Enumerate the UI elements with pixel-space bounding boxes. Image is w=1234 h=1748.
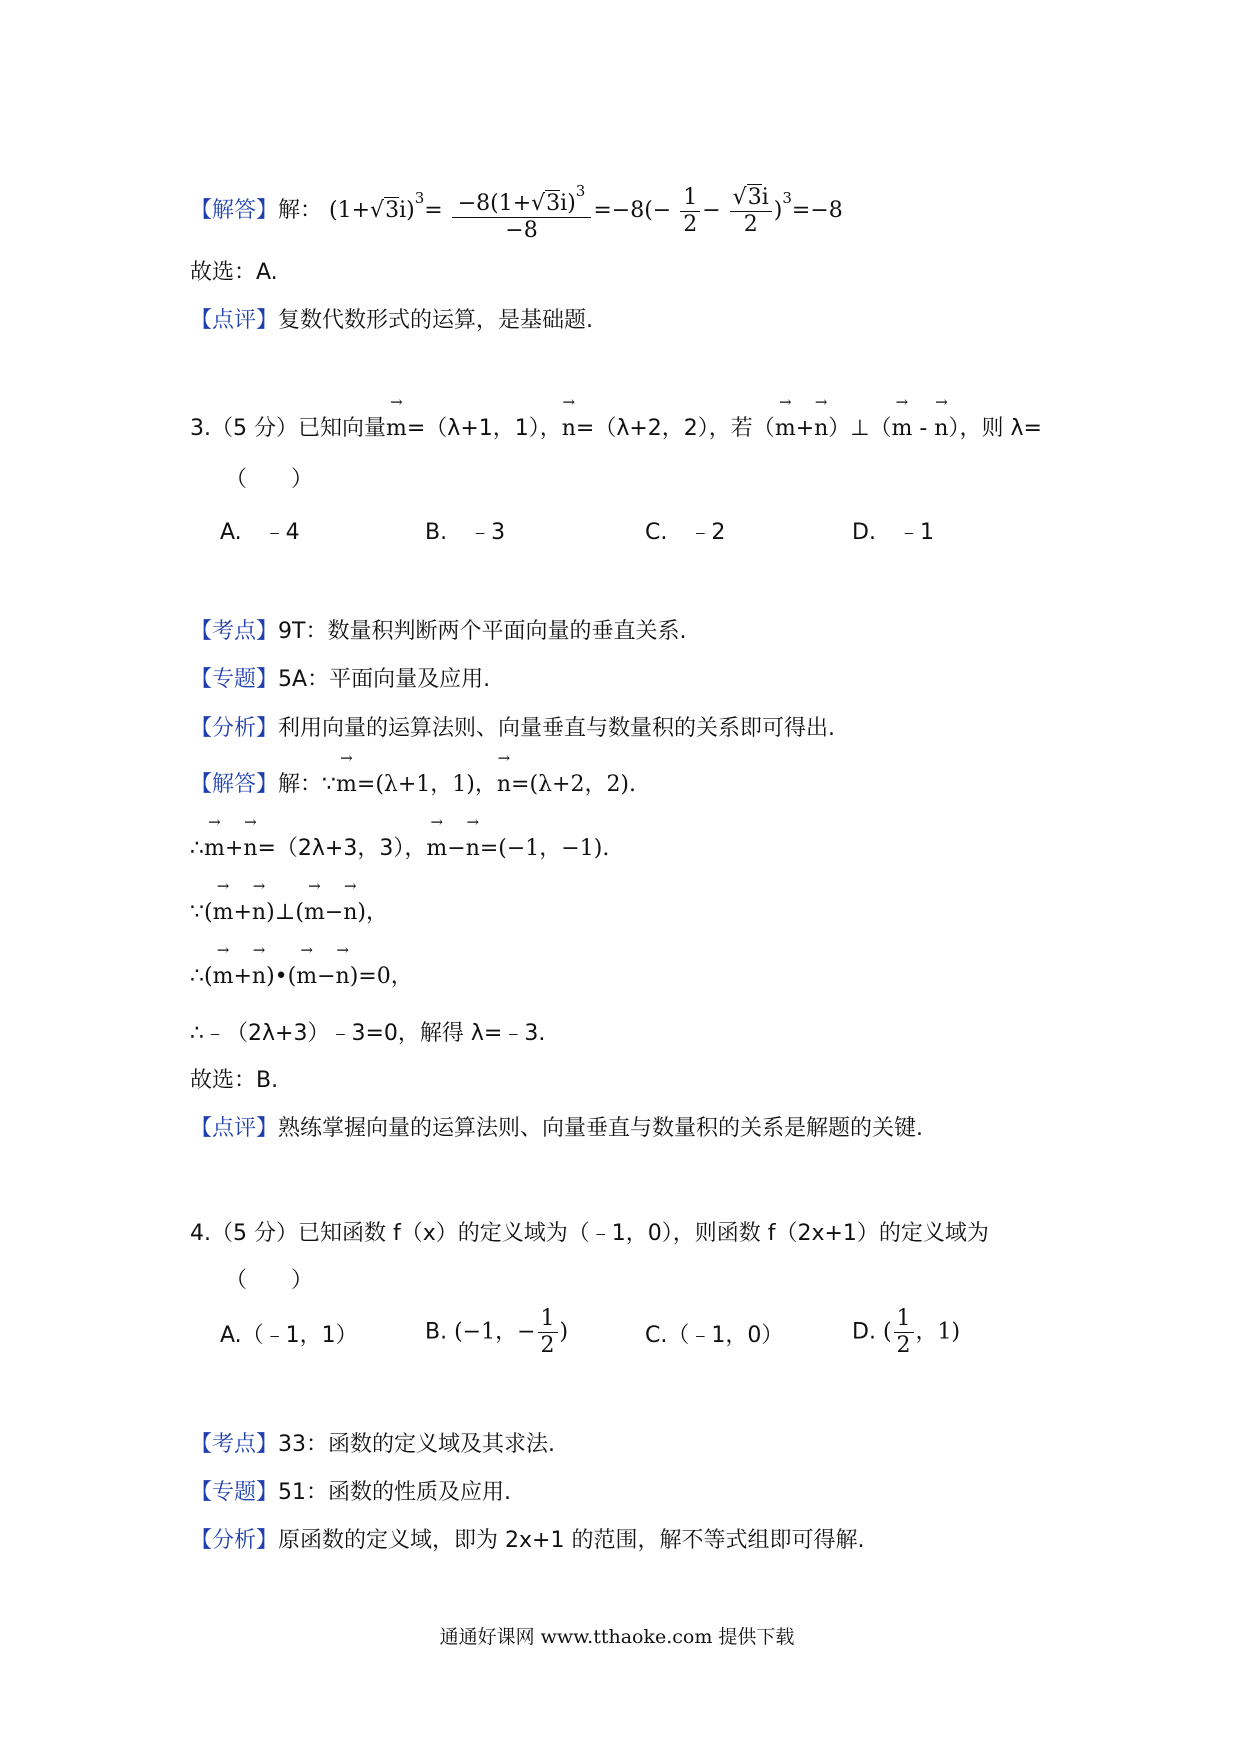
answer-tag: 【解答】 xyxy=(190,198,279,223)
comment-tag: 【点评】 xyxy=(190,308,279,333)
comment-text: 熟练掌握向量的运算法则、向量垂直与数量积的关系是解题的关键. xyxy=(278,1116,924,1141)
q3-answer-paren: （ ） xyxy=(225,467,314,492)
exponent: 3 xyxy=(575,182,586,200)
expr-part: i) xyxy=(399,198,415,223)
vector-n: → n xyxy=(814,412,828,446)
expr-part: i) xyxy=(560,191,576,216)
solution-part: )=0， xyxy=(349,964,413,989)
solution-part: − xyxy=(317,964,336,989)
solution-part: )， xyxy=(357,900,389,925)
option-label: A. xyxy=(220,520,242,545)
fraction xyxy=(680,185,700,238)
equals-sign: = xyxy=(424,198,443,223)
solution-part: + xyxy=(233,900,252,925)
vector-n: → n xyxy=(252,896,266,930)
q3-solution-line-2 xyxy=(190,832,1084,866)
q2-choice-line: 故选：A. xyxy=(190,260,278,285)
expr-part: =−8(− xyxy=(593,198,672,223)
comment-text: 复数代数形式的运算，是基础题. xyxy=(278,308,594,333)
q2-answer-line xyxy=(190,178,1084,244)
fraction xyxy=(730,185,772,238)
vector-n: → n xyxy=(252,960,266,994)
option-value: ﹣1 xyxy=(897,520,934,545)
expr-part: −8(1+ xyxy=(457,191,532,216)
expr-part: =−8 xyxy=(791,198,843,223)
kaodian-tag: 【考点】 xyxy=(190,619,279,644)
fraction-denominator: 2 xyxy=(683,211,698,237)
option-label: D. xyxy=(852,520,876,545)
vector-m: → m xyxy=(213,960,234,994)
q3-choice-line: 故选：B. xyxy=(190,1068,279,1093)
vector-m: → m xyxy=(213,896,234,930)
q4-stem: 4.（5 分）已知函数 f（x）的定义域为（﹣1，0），则函数 f（2x+1）的定义域为 xyxy=(190,1221,989,1246)
solution-part: ∴( xyxy=(190,964,213,989)
fraction xyxy=(452,178,592,244)
stem-part: - xyxy=(912,416,935,441)
vector-n: → n xyxy=(934,412,948,446)
fraction-denominator: 2 xyxy=(540,1333,555,1358)
vector-n: → n xyxy=(343,896,357,930)
q3-solution-line-5: ∴﹣（2λ+3）﹣3=0，解得 λ=﹣3. xyxy=(190,1021,546,1046)
exponent: 3 xyxy=(414,189,425,207)
kaodian-tag: 【考点】 xyxy=(190,1432,279,1457)
option-c[interactable]: C.（﹣1，0） xyxy=(645,1323,784,1348)
solution-part: =(λ+2，2). xyxy=(511,772,637,797)
option-b[interactable] xyxy=(425,1306,568,1359)
stem-part: 3.（5 分）已知向量 xyxy=(190,416,386,441)
fenxi-text: 利用向量的运算法则、向量垂直与数量积的关系即可得出. xyxy=(278,716,836,741)
answer-expression: $(1+√3i)^3=$ $\frac{-8(1+√3i)^3}{-8}$ =−8(− $\frac{1}{2}$ − $\frac{√3i}{2}$ )$^3$=−8 xyxy=(329,198,843,223)
expr-part: ) xyxy=(773,198,783,223)
q4-kaodian-line xyxy=(190,1428,1084,1462)
page-footer: 通通好课网 www.tthaoke.com 提供下载 xyxy=(439,1626,795,1648)
option-label: B. xyxy=(425,1319,448,1345)
expr-part: i xyxy=(761,184,769,210)
q3-solution-line-3 xyxy=(190,896,1084,930)
option-d[interactable] xyxy=(852,1306,960,1359)
exponent: 3 xyxy=(782,189,792,207)
vector-n: → n xyxy=(497,768,511,802)
q3-kaodian-line xyxy=(190,615,1084,649)
option-value: ﹣2 xyxy=(689,520,726,545)
solution-part: + xyxy=(224,836,244,861)
zhuanti-text: 5A：平面向量及应用. xyxy=(278,667,491,692)
solution-part: =(λ+1，1)， xyxy=(356,772,497,797)
q3-jieda-line xyxy=(190,768,1084,802)
q2-comment-line xyxy=(190,304,1084,338)
option-part: ，1) xyxy=(915,1319,961,1345)
q3-solution-line-4 xyxy=(190,960,1084,994)
vector-n: → n xyxy=(562,412,576,446)
fraction-denominator: 2 xyxy=(896,1333,911,1358)
stem-part: ），则 λ= xyxy=(948,416,1042,441)
vector-n: → n xyxy=(243,832,257,866)
q4-zhuanti-line xyxy=(190,1476,1084,1510)
option-c[interactable] xyxy=(645,515,725,551)
fraction-numerator: 1 xyxy=(894,1306,914,1333)
fraction-denominator: −8 xyxy=(505,218,538,243)
vector-m: → m xyxy=(775,412,796,446)
zhuanti-text: 51：函数的性质及应用. xyxy=(278,1480,512,1505)
solution-part: − xyxy=(324,900,344,925)
kaodian-text: 9T：数量积判断两个平面向量的垂直关系. xyxy=(278,619,687,644)
fraction-numerator: $-8(1+√3i)^3$ xyxy=(452,178,592,218)
solution-part: =（2λ+3，3）， xyxy=(257,836,427,861)
fraction xyxy=(538,1306,558,1359)
fenxi-tag: 【分析】 xyxy=(190,716,279,741)
vector-n: → n xyxy=(336,960,350,994)
stem-part: + xyxy=(795,416,815,441)
solution-part: + xyxy=(233,964,252,989)
vector-m: → m xyxy=(426,832,447,866)
option-b[interactable] xyxy=(425,515,505,551)
fenxi-text: 原函数的定义域，即为 2x+1 的范围，解不等式组即可得解. xyxy=(278,1528,865,1553)
option-part: ( xyxy=(882,1319,892,1345)
stem-part: =（λ+1，1）， xyxy=(406,416,562,441)
solution-part: =(−1，−1). xyxy=(479,836,610,861)
sqrt-radicand: 3 xyxy=(546,191,561,216)
expr-part: − xyxy=(702,198,721,223)
q3-zhuanti-line xyxy=(190,663,1084,697)
jieda-lead: 解：∵ xyxy=(278,772,337,797)
stem-part: =（λ+2，2），若（ xyxy=(575,416,775,441)
fraction xyxy=(894,1306,914,1359)
stem-part: ）⊥（ xyxy=(828,416,892,441)
vector-m: → m xyxy=(386,412,407,446)
solution-part: − xyxy=(447,836,466,861)
kaodian-text: 33：函数的定义域及其求法. xyxy=(278,1432,556,1457)
option-value: ﹣4 xyxy=(263,520,300,545)
q3-stem xyxy=(190,412,1084,446)
option-value: ﹣3 xyxy=(469,520,506,545)
q4-answer-paren: （ ） xyxy=(225,1268,314,1293)
solution-part: ∴ xyxy=(190,836,204,861)
jieda-tag: 【解答】 xyxy=(190,772,279,797)
vector-m: → m xyxy=(891,412,912,446)
q3-fenxi-line xyxy=(190,712,1084,746)
zhuanti-tag: 【专题】 xyxy=(190,667,279,692)
option-label: B. xyxy=(425,520,448,545)
option-d[interactable] xyxy=(852,515,934,551)
option-part: ) xyxy=(559,1319,569,1345)
vector-n: → n xyxy=(466,832,480,866)
expr-part: (1+ xyxy=(329,198,371,223)
fraction-numerator: 1 xyxy=(680,185,700,212)
zhuanti-tag: 【专题】 xyxy=(190,1480,279,1505)
q4-fenxi-line xyxy=(190,1524,1084,1558)
solution-part: )⊥( xyxy=(266,900,304,925)
fraction-numerator: √3i xyxy=(730,185,772,212)
solution-part: ∵( xyxy=(190,900,213,925)
vector-m: → m xyxy=(204,832,225,866)
vector-m: → m xyxy=(304,896,325,930)
option-a[interactable] xyxy=(220,515,300,551)
fraction-denominator: 2 xyxy=(743,211,758,237)
comment-tag: 【点评】 xyxy=(190,1116,279,1141)
q3-comment-line xyxy=(190,1112,1084,1146)
option-part: (−1，− xyxy=(454,1319,536,1345)
vector-m: → m xyxy=(296,960,317,994)
fenxi-tag: 【分析】 xyxy=(190,1528,279,1553)
fraction-numerator: 1 xyxy=(538,1306,558,1333)
solution-part: )•( xyxy=(266,964,297,989)
sqrt-radicand: 3 xyxy=(747,184,762,210)
option-label: D. xyxy=(852,1319,876,1345)
vector-m: → m xyxy=(336,768,357,802)
option-label: C. xyxy=(645,520,668,545)
option-a[interactable]: A.（﹣1，1） xyxy=(220,1323,358,1348)
answer-lead: 解： xyxy=(278,198,323,223)
sqrt-radicand: 3 xyxy=(385,198,400,223)
